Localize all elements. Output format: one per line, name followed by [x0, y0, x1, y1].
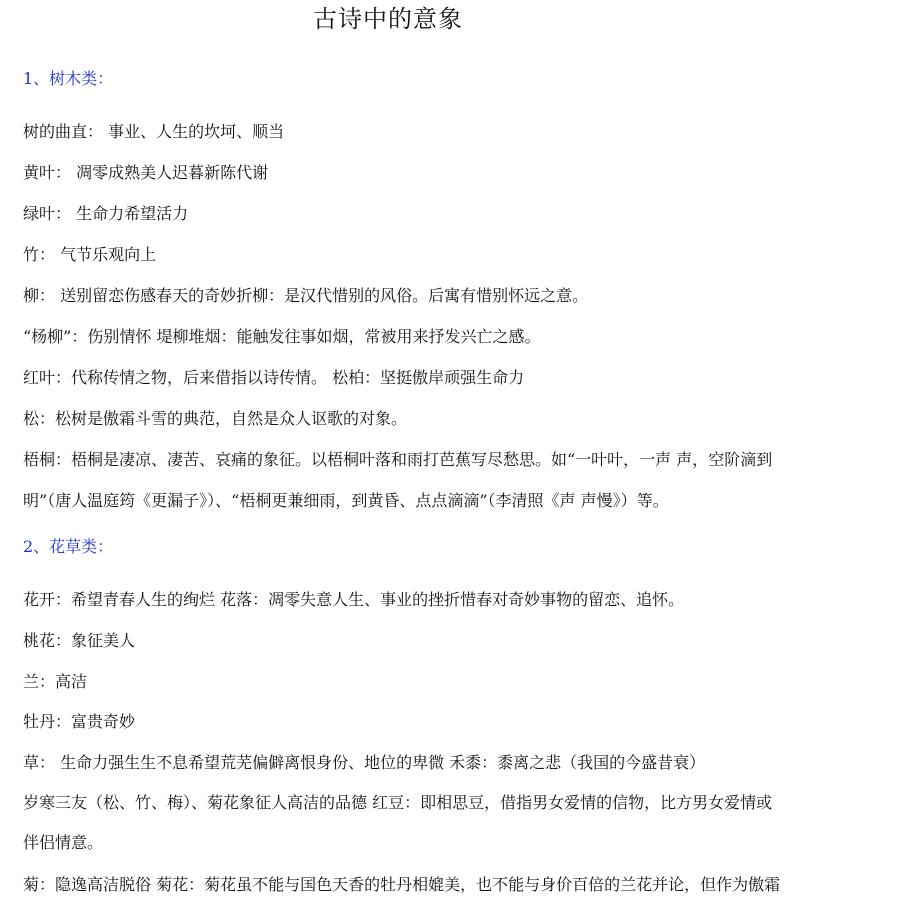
text-line: 红叶：代称传情之物，后来借指以诗传情。 松柏：坚挺傲岸顽强生命力 [23, 368, 525, 387]
text-line: 兰：高洁 [23, 672, 88, 691]
section-heading-trees: 1、树木类： [23, 69, 114, 88]
text-line: 牡丹：富贵奇妙 [23, 712, 136, 731]
text-line: 竹： 气节乐观向上 [23, 245, 157, 264]
section-heading-flowers: 2、花草类： [23, 537, 114, 556]
text-line: 柳： 送别留恋伤感春天的奇妙折柳：是汉代惜别的风俗。后寓有惜别怀远之意。 [23, 286, 589, 305]
text-line: 花开：希望青春人生的绚烂 花落：凋零失意人生、事业的挫折惜春对奇妙事物的留恋、追怀。 [23, 590, 685, 609]
text-line: 草： 生命力强生生不息希望荒芜偏僻离恨身份、地位的卑微 禾黍：黍离之悲（我国的今盛昔衰） [23, 753, 706, 772]
text-line: 菊：隐逸高洁脱俗 菊花：菊花虽不能与国色天香的牡丹相媲美，也不能与身价百倍的兰花并论，但作为傲霜 [23, 875, 781, 894]
text-line: “杨柳”：伤别情怀 堤柳堆烟：能触发往事如烟，常被用来抒发兴亡之感。 [23, 327, 541, 346]
text-line: 岁寒三友（松、竹、梅）、菊花象征人高洁的品德 红豆：即相思豆，借指男女爱情的信物，比方男女爱情或 [23, 793, 773, 812]
text-line: 伴侣情意。 [23, 833, 104, 852]
text-line: 明”（唐人温庭筠《更漏子》）、“梧桐更兼细雨，到黄昏、点点滴滴”（李清照《声 声慢》）等。 [23, 491, 669, 510]
text-line: 绿叶： 生命力希望活力 [23, 204, 189, 223]
page-title: 古诗中的意象 [313, 5, 463, 33]
text-line: 梧桐：梧桐是凄凉、凄苦、哀痛的象征。以梧桐叶落和雨打芭蕉写尽愁思。如“一叶叶，一声 声，空阶滴到 [23, 450, 773, 469]
text-line: 桃花：象征美人 [23, 631, 136, 650]
text-line: 松：松树是傲霜斗雪的典范，自然是众人讴歌的对象。 [23, 409, 408, 428]
text-line: 黄叶： 凋零成熟美人迟暮新陈代谢 [23, 163, 269, 182]
text-line: 树的曲直： 事业、人生的坎坷、顺当 [23, 122, 285, 141]
